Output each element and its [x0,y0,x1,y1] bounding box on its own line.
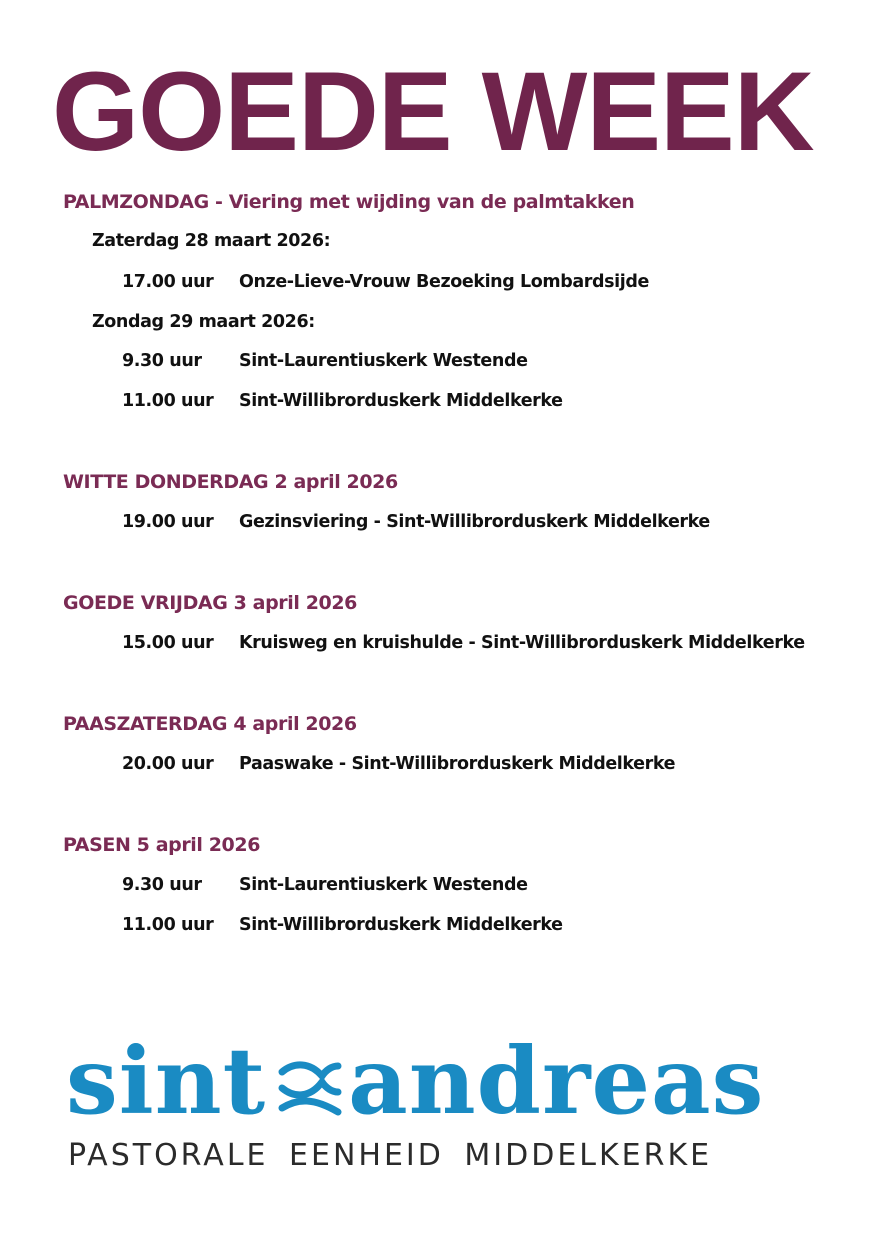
service-place: Sint-Laurentiuskerk Westende [239,875,528,895]
service-place: Sint-Laurentiuskerk Westende [239,351,528,371]
service-place: Gezinsviering - Sint-Willibrorduskerk Middelkerke [239,512,710,532]
logo-word-sint: sint [66,1027,267,1135]
section-heading-goede-vrijdag: GOEDE VRIJDAG 3 april 2026 [63,592,357,614]
service-time: 20.00 uur [122,754,214,774]
service-place: Paaswake - Sint-Willibrorduskerk Middelkerke [239,754,676,774]
service-time: 17.00 uur [122,272,214,292]
service-time: 19.00 uur [122,512,214,532]
logo-word-andreas: andreas [348,1027,765,1135]
service-place: Onze-Lieve-Vrouw Bezoeking Lombardsijde [239,272,649,292]
service-time: 11.00 uur [122,915,214,935]
day-heading: Zondag 29 maart 2026: [92,312,315,332]
day-heading: Zaterdag 28 maart 2026: [92,231,331,251]
fish-waves-icon [276,1058,342,1118]
service-place: Sint-Willibrorduskerk Middelkerke [239,391,563,411]
logo-subtitle: PASTORALE EENHEID MIDDELKERKE [68,1138,713,1173]
section-heading-pasen: PASEN 5 april 2026 [63,834,261,856]
section-heading-palmzondag: PALMZONDAG - Viering met wijding van de palmtakken [63,191,635,213]
page-title: GOEDE WEEK [52,49,814,174]
service-time: 15.00 uur [122,633,214,653]
section-heading-paaszaterdag: PAASZATERDAG 4 april 2026 [63,713,357,735]
service-time: 11.00 uur [122,391,214,411]
service-time: 9.30 uur [122,875,202,895]
sint-andreas-logo [66,1027,826,1135]
service-time: 9.30 uur [122,351,202,371]
section-heading-witte-donderdag: WITTE DONDERDAG 2 april 2026 [63,471,398,493]
service-place: Sint-Willibrorduskerk Middelkerke [239,915,563,935]
service-place: Kruisweg en kruishulde - Sint-Willibrorduskerk Middelkerke [239,633,805,653]
